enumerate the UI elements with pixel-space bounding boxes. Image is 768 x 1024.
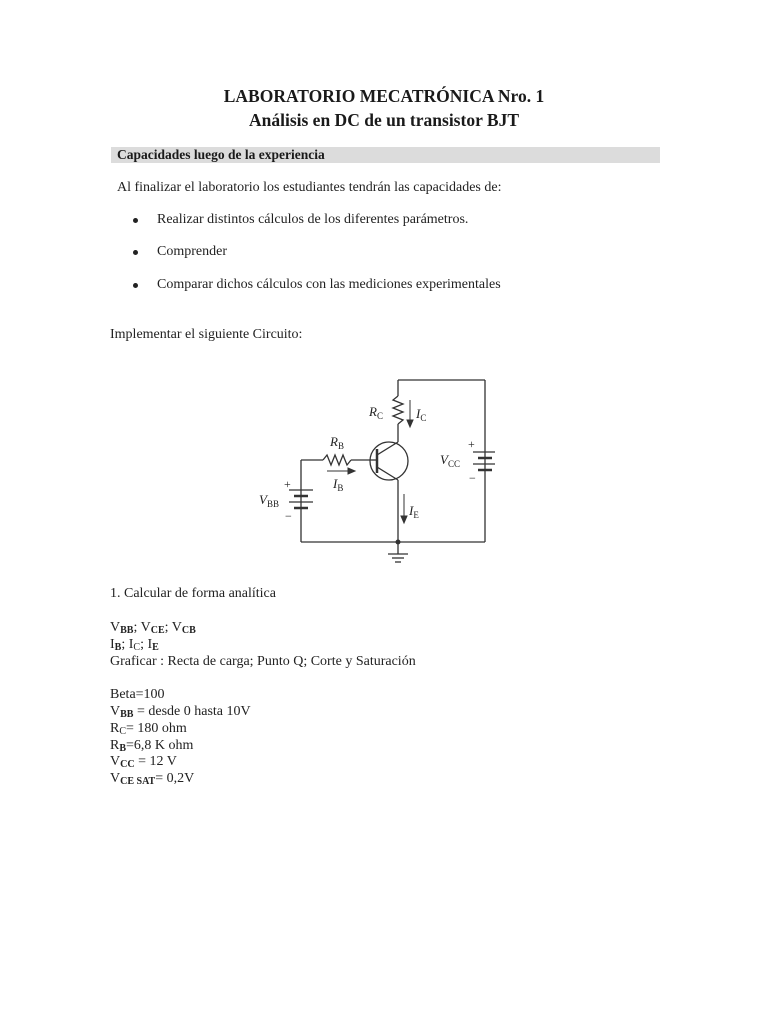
document-title: LABORATORIO MECATRÓNICA Nro. 1 xyxy=(223,86,545,106)
vbb-label: $V_{BB}$ xyxy=(259,492,279,509)
vcc-label: $V_{CC}$ xyxy=(440,452,460,469)
bullet-dot xyxy=(133,218,138,223)
section-header-label: Capacidades luego de la experiencia xyxy=(117,147,325,162)
intro-text: Al finalizar el laboratorio los estudiantes tendrán las capacidades de: xyxy=(117,180,502,195)
param-vbb: $V_{BB}$ = desde 0 hasta 10V xyxy=(110,704,251,720)
param-beta: Beta=100 xyxy=(110,687,165,702)
vcc-plus: + xyxy=(468,437,475,451)
param-rc: $R_C= 180$ ohm xyxy=(110,721,187,737)
ib-label: $I_B$ xyxy=(333,476,344,493)
vcc-minus: − xyxy=(469,471,476,485)
implement-text: Implementar el siguiente Circuito: xyxy=(110,327,303,342)
rb-label: $R_B$ xyxy=(330,434,344,451)
bullet-item: Comparar dichos cálculos con las mediciones experimentales xyxy=(157,277,501,292)
param-vcc: $V_{CC} = 12$ V xyxy=(110,754,177,770)
task-graph: Graficar : Recta de carga; Punto Q; Corte y Saturación xyxy=(110,654,416,669)
ground-node xyxy=(396,540,401,545)
task-currents: $I_B$; $I_C$; $I_E$ xyxy=(110,637,159,653)
bullet-dot xyxy=(133,283,138,288)
task-heading: 1. Calcular de forma analítica xyxy=(110,586,276,601)
bjt-circuit-diagram xyxy=(255,372,495,572)
document-subtitle: Análisis en DC de un transistor BJT xyxy=(248,110,519,130)
bullet-item: Comprender xyxy=(157,244,227,259)
resistor-rc xyxy=(393,396,403,424)
rc-label: $R_C$ xyxy=(369,404,383,421)
ie-label: $I_E$ xyxy=(409,503,419,520)
param-rb: $R_B=6,8$ K ohm xyxy=(110,738,194,754)
bullet-dot xyxy=(133,250,138,255)
bullet-item: Realizar distintos cálculos de los diferentes parámetros. xyxy=(157,212,469,227)
resistor-rb xyxy=(323,455,351,465)
ic-label: $I_C$ xyxy=(416,406,427,423)
param-vce-sat: $V_{CE SAT}= 0,2V$ xyxy=(110,771,195,787)
vbb-plus: + xyxy=(284,477,291,491)
vbb-minus: − xyxy=(285,509,292,523)
task-voltages: $V_{BB}$; $V_{CE}$; $V_{CB}$ xyxy=(110,620,196,636)
